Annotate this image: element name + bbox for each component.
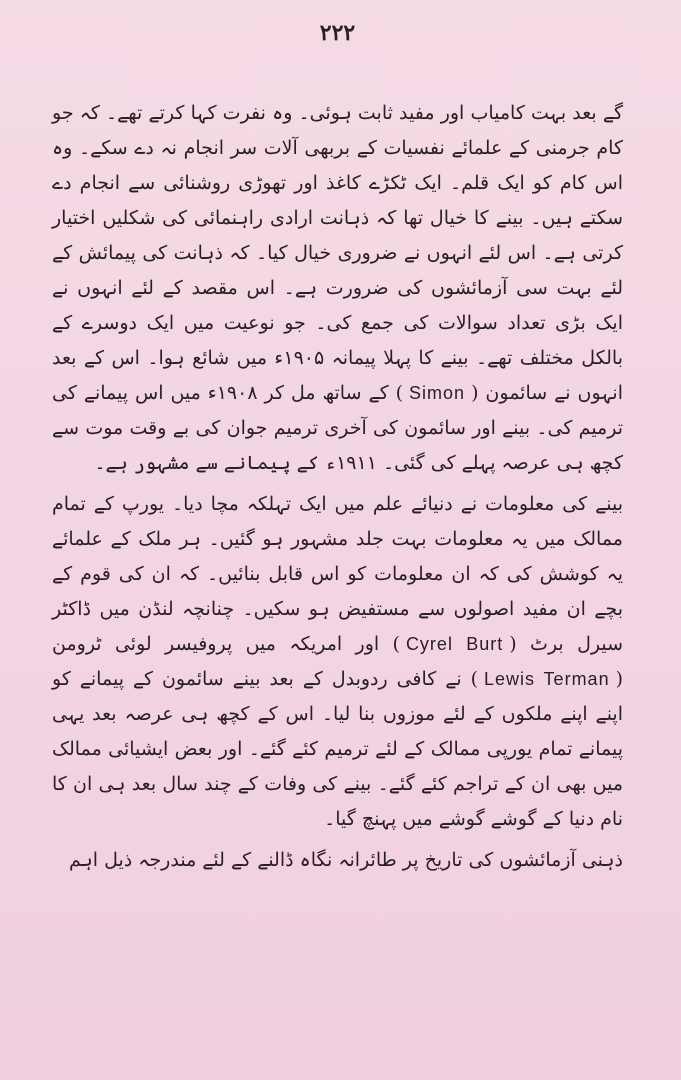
paragraph-text: گے بعد بہت کامیاب اور مفید ثابت ہوئی۔ وہ نفرت کہا کرتے تھے۔ کہ جو کام جرمنی کے علمائے نفسیات کے بربھی آلات سر انجام نہ دے سکے۔ وہ اس کام کو ایک قلم۔ ایک ٹکڑے کاغذ اور تھوڑی روشنائی سے انجام دے سکتے ہیں۔ بینے کا خیال تھا کہ ذہانت ارادی راہنمائی کی شکلیں اختیار کرتی ہے۔ اس لئے انہوں نے ضروری خیال کیا۔ کہ ذہانت کی پیمائش کے لئے بہت سی آزمائشوں کی ضرورت ہے۔ اس مقصد کے لئے انہوں نے ایک بڑی تعداد سوالات کی جمع کی۔ جو نوعیت میں ایک دوسرے کے بالکل مختلف تھے۔ بینے کا پہلا پیمانہ ۱۹۰۵ء میں شائع ہوا۔ اس کے بعد انہوں نے سائمون (	[52, 102, 623, 404]
latin-name: Cyrel Burt	[405, 634, 504, 654]
body-text	[52, 96, 623, 878]
paragraph-text: ) اور امریکہ میں پروفیسر لوئی ٹرومن (	[52, 633, 624, 690]
paragraph	[52, 843, 623, 878]
paragraph	[52, 487, 623, 837]
latin-name: Lewis Terman	[484, 669, 610, 689]
paragraph-text: ) کے ساتھ مل کر ۱۹۰۸ء میں اس پیمانے کی ترمیم کی۔ بینے اور سائمون کی آخری ترمیم جوان کی بے وقت موت سے کچھ ہی عرصہ پہلے کی گئی۔ ۱۹۱۱ء کے پیمانے سے مشہور ہے۔	[52, 382, 623, 474]
page-number: ۲۲۲	[319, 20, 356, 46]
paragraph-text: بینے کی معلومات نے دنیائے علم میں ایک تہلکہ مچا دیا۔ یورپ کے تمام ممالک میں یہ معلومات بہت جلد مشہور ہو گئیں۔ ہر ملک کے علمائے یہ کوشش کی کہ ان معلومات کو اس قابل بنائیں۔ کہ ان کی قوم کے بچے ان مفید اصولوں سے مستفیض ہو سکیں۔ چنانچہ لنڈن میں ڈاکٹر سیرل برٹ (	[52, 493, 624, 655]
paragraph-text: ذہنی آزمائشوں کی تاریخ پر طائرانہ نگاہ ڈالنے کے لئے مندرجہ ذیل اہم	[69, 849, 623, 871]
paragraph	[52, 96, 623, 481]
latin-name: Simon	[409, 383, 466, 403]
paragraph-text: ) نے کافی ردوبدل کے بعد بینے سائمون کے پیمانے کو اپنے اپنے ملکوں کے لئے موزوں بنا لیا۔ اس کے کچھ ہی عرصہ بعد یہی پیمانے تمام یورپی ممالک کے لئے ترمیم کئے گئے۔ اور بعض ایشیائی ممالک میں بھی ان کے تراجم کئے گئے۔ بینے کی وفات کے چند سال بعد ہی ان کا نام دنیا کے گوشے گوشے میں پہنچ گیا۔	[52, 668, 623, 830]
